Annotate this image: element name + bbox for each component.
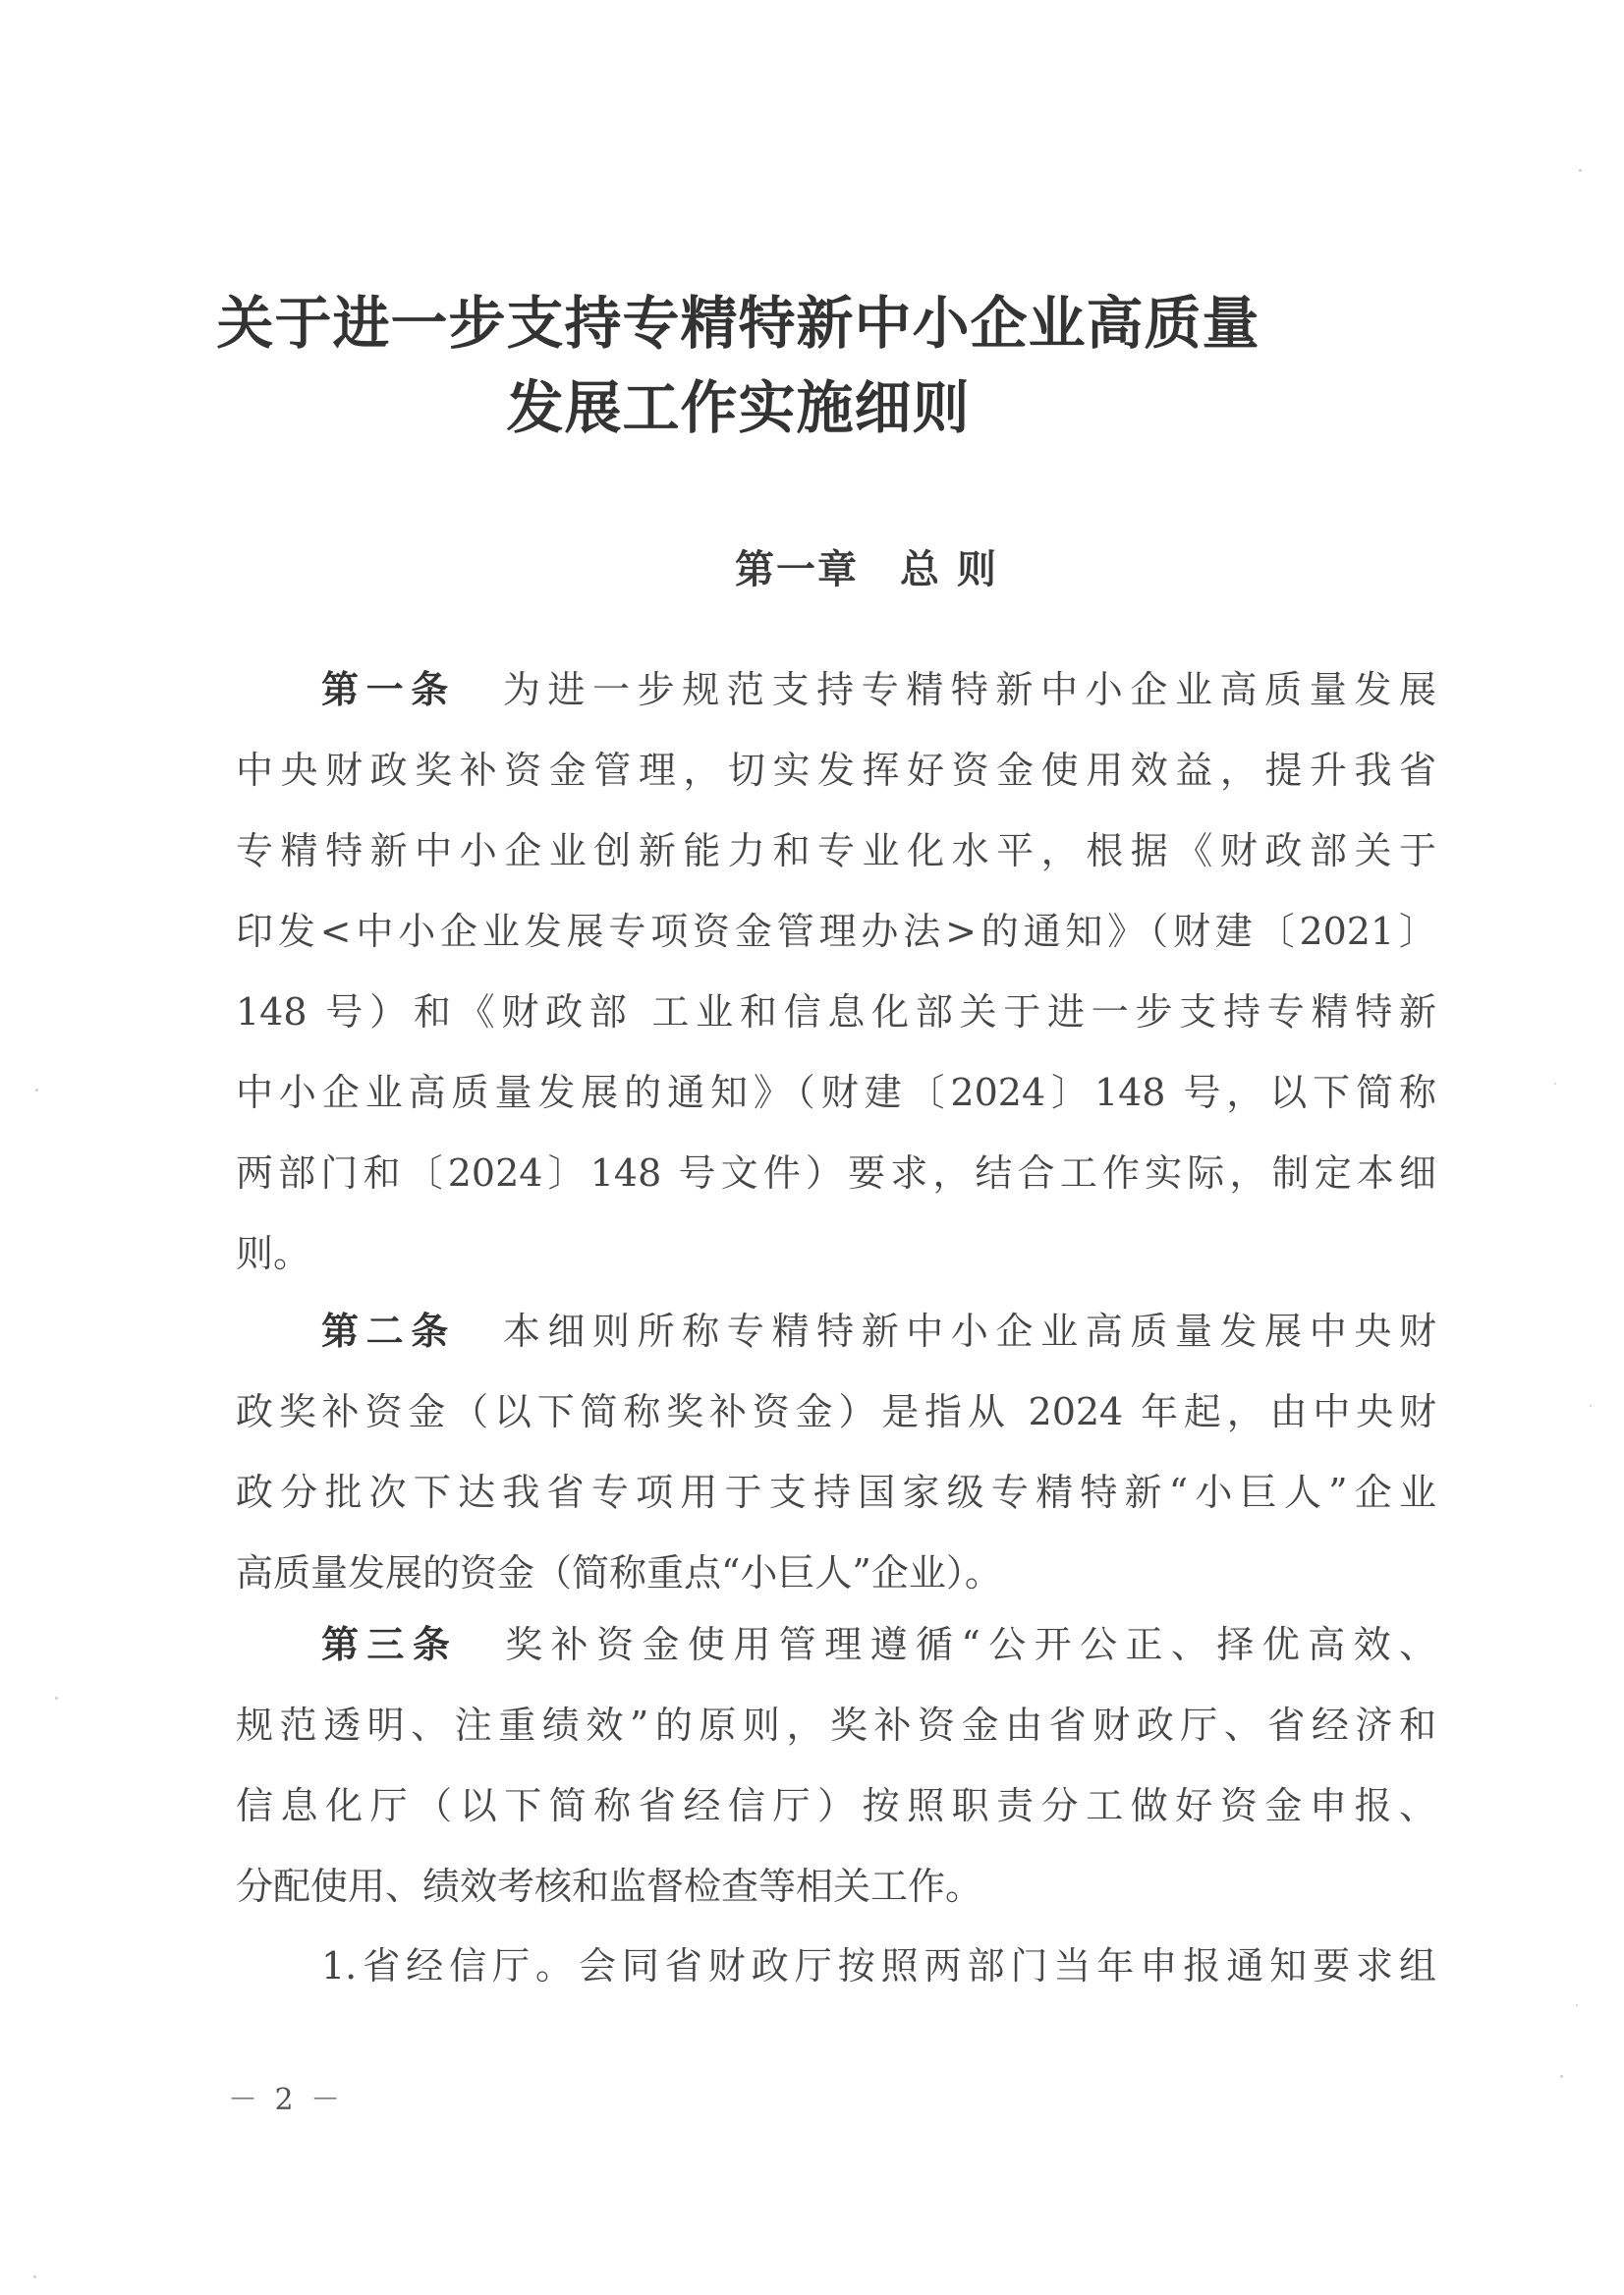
document-title-line-2: 发展工作实施细则: [506, 374, 971, 441]
scan-speck: [1579, 169, 1582, 172]
scan-speck: [1554, 1083, 1556, 1085]
article-1-label: 第一条: [321, 667, 456, 711]
article-1: [236, 649, 1436, 1294]
article-3-line: 奖补资金使用管理遵循“公开公正、择优高效、: [505, 1623, 1436, 1666]
article-2-line: 政分批次下达我省专项用于支持国家级专精特新“小巨人”企业: [236, 1471, 1436, 1514]
article-2: [236, 1291, 1436, 1613]
article-2-line: 高质量发展的资金（简称重点“小巨人”企业）。: [236, 1551, 1002, 1595]
article-1-line: 则。: [236, 1232, 311, 1275]
chapter-heading: 第一章 总 则: [735, 546, 998, 592]
scan-speck: [33, 2275, 36, 2278]
article-3-line: 规范透明、注重绩效”的原则，奖补资金由省财政厅、省经济和: [236, 1704, 1436, 1747]
article-2-label: 第二条: [321, 1309, 456, 1353]
scan-speck: [1576, 2004, 1578, 2006]
article-1-line: 148 号）和《财政部 工业和信息化部关于进一步支持专精特新: [236, 990, 1436, 1034]
article-1-line: 专精特新中小企业创新能力和专业化水平，根据《财政部关于: [236, 829, 1436, 872]
article-1-line: 为进一步规范支持专精特新中小企业高质量发展: [502, 668, 1436, 711]
scan-speck: [1560, 2075, 1563, 2078]
article-3-line: 分配使用、绩效考核和监督检查等相关工作。: [236, 1865, 983, 1908]
scan-speck: [55, 1697, 58, 1700]
scan-speck: [35, 1089, 38, 1092]
article-1-line: 两部门和〔2024〕148 号文件）要求，结合工作实际，制定本细: [236, 1151, 1436, 1195]
article-1-line: 印发<中小企业发展专项资金管理办法>的通知》（财建〔2021〕: [236, 910, 1436, 953]
article-3-label: 第三条: [321, 1622, 459, 1666]
item-1-line: 1.省经信厅。会同省财政厅按照两部门当年申报通知要求组: [321, 1944, 1436, 1987]
article-1-line: 中央财政奖补资金管理，切实发挥好资金使用效益，提升我省: [236, 749, 1436, 792]
article-2-line: 本细则所称专精特新中小企业高质量发展中央财: [502, 1310, 1436, 1353]
article-2-line: 政奖补资金（以下简称奖补资金）是指从 2024 年起，由中央财: [236, 1390, 1436, 1433]
scan-speck: [1590, 1405, 1592, 1407]
article-3-line: 信息化厅（以下简称省经信厅）按照职责分工做好资金申报、: [236, 1784, 1436, 1827]
article-3: [236, 1604, 1436, 1927]
item-1: [236, 1926, 1436, 2006]
article-1-line: 中小企业高质量发展的通知》（财建〔2024〕148 号，以下简称: [236, 1071, 1436, 1114]
document-title-line-1: 关于进一步支持专精特新中小企业高质量: [216, 290, 1260, 357]
page-number: － 2 －: [228, 2083, 345, 2117]
